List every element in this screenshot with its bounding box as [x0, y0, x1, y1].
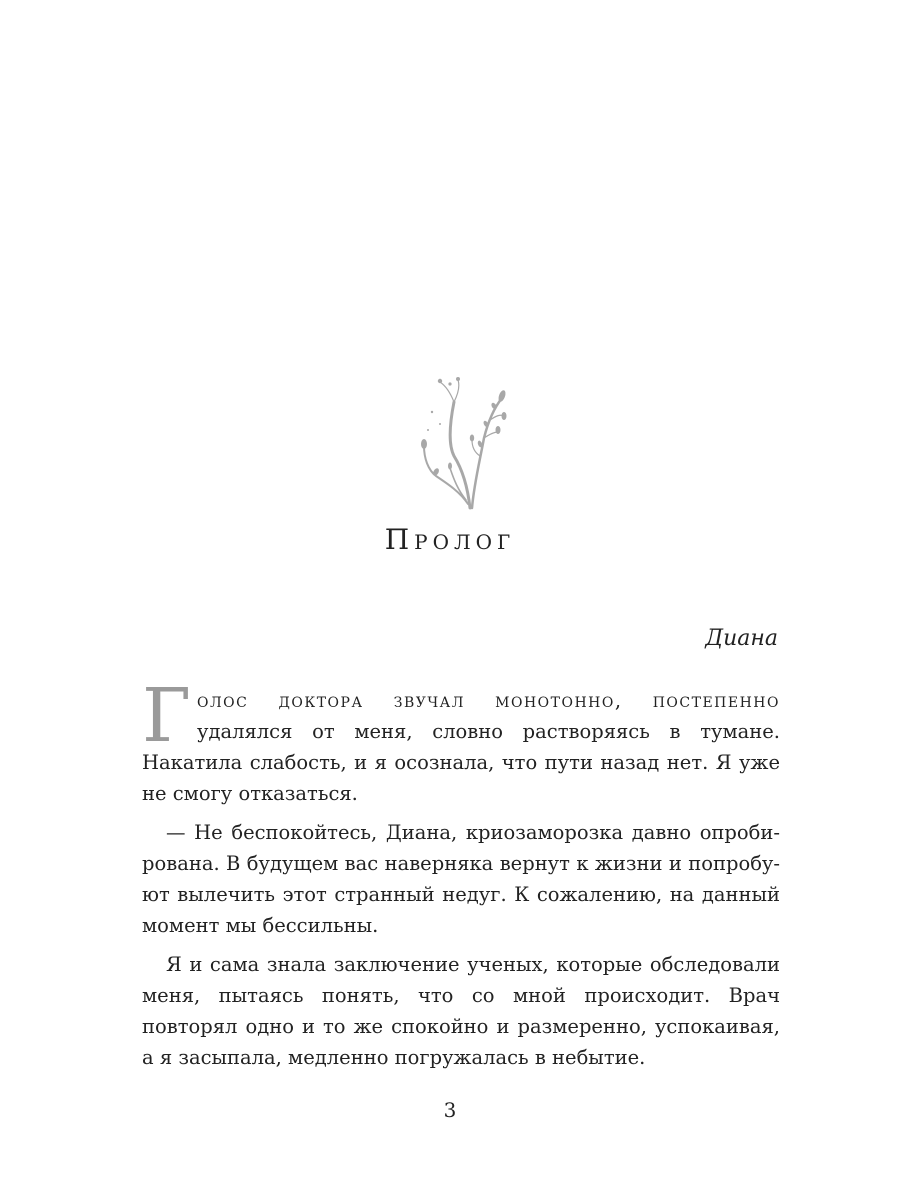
body-text [142, 673, 780, 1081]
page-number: 3 [443, 1098, 457, 1122]
chapter-title-text: Пролог [384, 523, 516, 556]
pov-character: Диана [705, 626, 778, 651]
paragraph: — Не беспокойтесь, Диана, криозаморозка давно опробирована. В будущем вас наверняка вернут к жизни и попробуют вылечить этот странный недуг. К сожалению, на данный момент мы бессильны. [142, 821, 780, 937]
paragraph [142, 673, 780, 809]
flower-sprig-icon [410, 372, 520, 512]
paragraph: Я и сама знала заключение ученых, которые обследовали меня, пытаясь понять, что со мной происходит. Врач повторял одно и то же спокойно и размеренно, успокаивая, а я засыпала, медленно погружалась в небытие. [142, 953, 780, 1069]
lead-in-text: олос доктора звучал монотонно, постепенно [197, 689, 780, 712]
chapter-title [0, 520, 900, 560]
paragraph-text: удалялся от меня, словно растворяясь в тумане. Накатила слабость, и я осознала, что пути назад нет. Я уже не смогу отказаться. [142, 720, 780, 805]
drop-cap: Г [142, 673, 191, 759]
